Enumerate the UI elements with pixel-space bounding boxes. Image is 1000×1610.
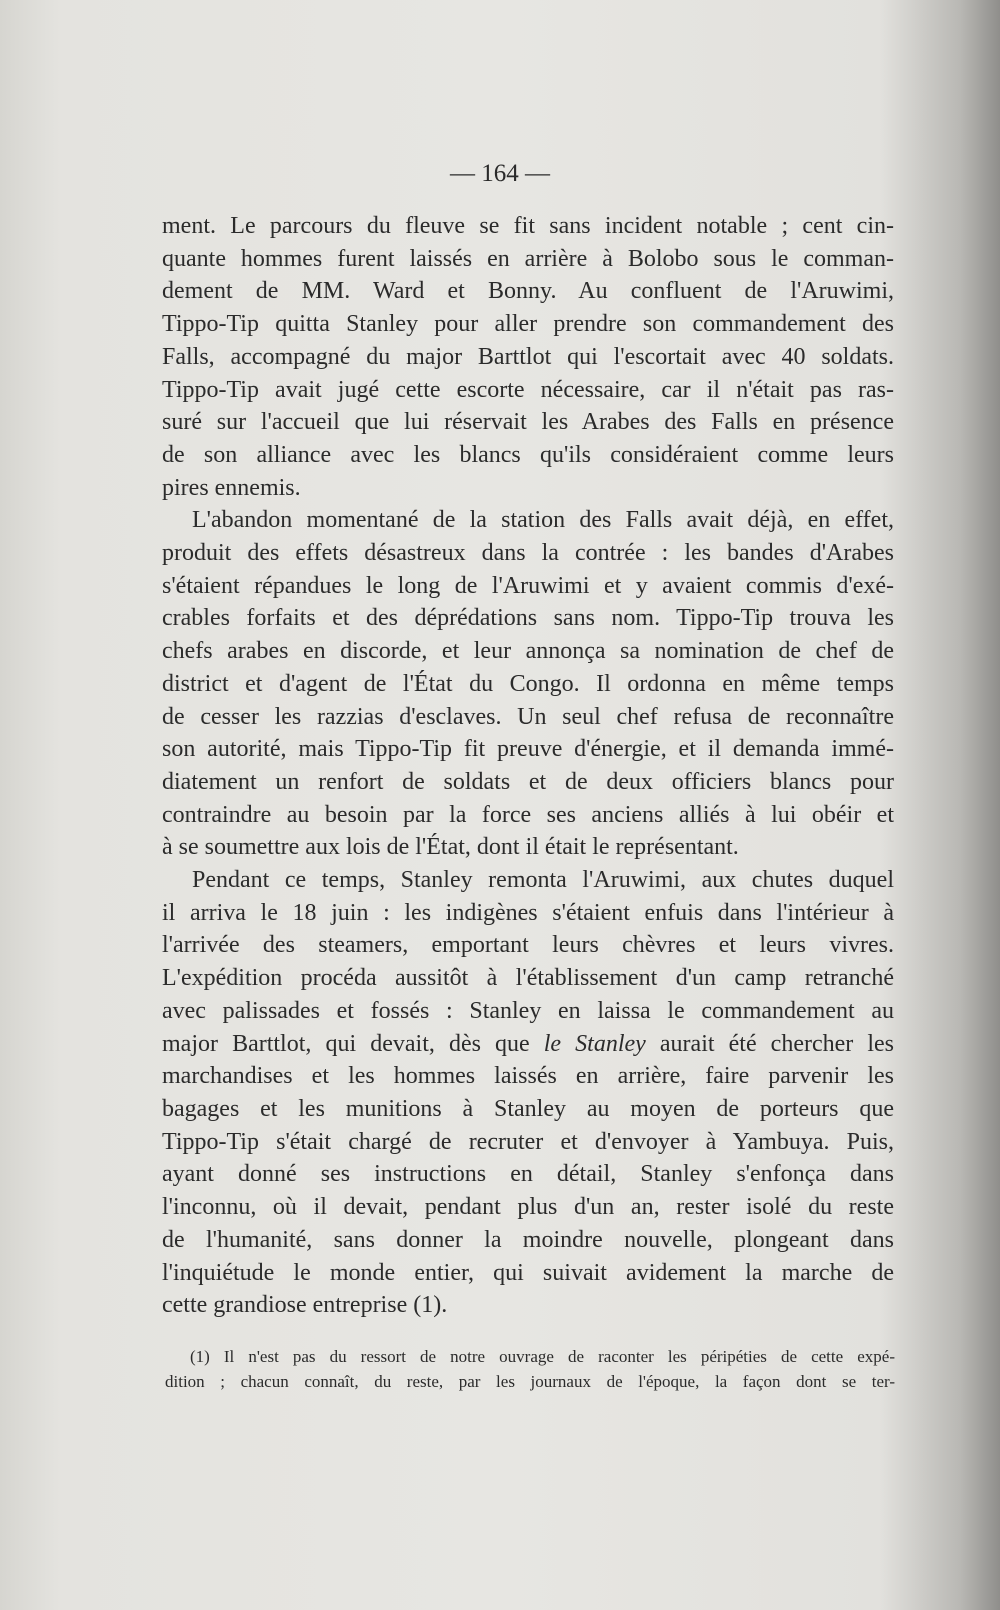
text-line: l'inquiétude le monde entier, qui suivait avidement la marche de xyxy=(162,1259,894,1286)
footnote-line: dition ; chacun connaît, du reste, par les journaux de l'époque, la façon dont se ter- xyxy=(165,1372,895,1391)
text-line: crables forfaits et des déprédations sans nom. Tippo-Tip trouva les xyxy=(162,605,894,632)
text-line: diatement un renfort de soldats et de deux officiers blancs pour xyxy=(162,768,894,795)
text-line: ayant donné ses instructions en détail, Stanley s'enfonça dans xyxy=(162,1161,894,1188)
text-line: de cesser les razzias d'esclaves. Un seul chef refusa de reconnaître xyxy=(162,703,894,730)
text-line: l'inconnu, où il devait, pendant plus d'un an, rester isolé du reste xyxy=(162,1194,894,1221)
text-line: marchandises et les hommes laissés en arrière, faire parvenir les xyxy=(162,1063,894,1090)
text-segment: aurait été chercher les xyxy=(659,1030,895,1057)
text-line: s'étaient répandues le long de l'Aruwimi et y avaient commis d'exé- xyxy=(162,572,894,599)
text-line: L'expédition procéda aussitôt à l'établissement d'un camp retranché xyxy=(162,965,894,992)
text-line: Tippo-Tip s'était chargé de recruter et d'envoyer à Yambuya. Puis, xyxy=(162,1128,894,1155)
text-line: pires ennemis. xyxy=(162,474,301,501)
text-line: bagages et les munitions à Stanley au moyen de porteurs que xyxy=(162,1095,894,1122)
footnote xyxy=(165,1344,895,1394)
text-line: dement de MM. Ward et Bonny. Au confluent de l'Aruwimi, xyxy=(162,278,894,305)
text-line: Pendant ce temps, Stanley remonta l'Aruwimi, aux chutes duquel xyxy=(192,867,894,894)
text-line: il arriva le 18 juin : les indigènes s'étaient enfuis dans l'intérieur à xyxy=(162,899,894,926)
text-line-with-emphasis xyxy=(162,1028,894,1061)
text-line: ment. Le parcours du fleuve se fit sans incident notable ; cent cin- xyxy=(162,213,894,239)
text-line: de son alliance avec les blancs qu'ils considéraient comme leurs xyxy=(162,441,894,468)
text-line: contraindre au besoin par la force ses anciens alliés à lui obéir et xyxy=(162,801,894,828)
text-line: L'abandon momentané de la station des Falls avait déjà, en effet, xyxy=(192,507,894,534)
body-text xyxy=(162,210,894,1322)
text-line: cette grandiose entreprise (1). xyxy=(162,1292,448,1319)
text-line: Falls, accompagné du major Barttlot qui l'escortait avec 40 soldats. xyxy=(162,343,894,370)
text-line: l'arrivée des steamers, emportant leurs chèvres et leurs vivres. xyxy=(162,932,894,959)
text-line: Tippo-Tip avait jugé cette escorte nécessaire, car il n'était pas ras- xyxy=(162,376,894,403)
text-line: Tippo-Tip quitta Stanley pour aller prendre son commandement des xyxy=(162,311,894,338)
text-segment: major Barttlot, qui devait, dès que xyxy=(162,1030,530,1057)
footnote-line: (1) Il n'est pas du ressort de notre ouvrage de raconter les péripéties de cette expé- xyxy=(190,1347,895,1366)
text-line: avec palissades et fossés : Stanley en laissa le commandement au xyxy=(162,997,894,1024)
text-line: son autorité, mais Tippo-Tip fit preuve d'énergie, et il demanda immé- xyxy=(162,736,894,763)
text-line: à se soumettre aux lois de l'État, dont il était le représentant. xyxy=(162,834,739,861)
text-line: suré sur l'accueil que lui réservait les Arabes des Falls en présence xyxy=(162,409,894,436)
italic-title: le Stanley xyxy=(543,1030,646,1057)
text-line: quante hommes furent laissés en arrière à Bolobo sous le comman- xyxy=(162,245,894,272)
text-line: chefs arabes en discorde, et leur annonça sa nomination de chef de xyxy=(162,638,894,665)
text-line: produit des effets désastreux dans la contrée : les bandes d'Arabes xyxy=(162,540,894,567)
page-number: — 164 — xyxy=(450,160,550,187)
text-line: de l'humanité, sans donner la moindre nouvelle, plongeant dans xyxy=(162,1226,894,1253)
text-line: district et d'agent de l'État du Congo. Il ordonna en même temps xyxy=(162,670,894,697)
